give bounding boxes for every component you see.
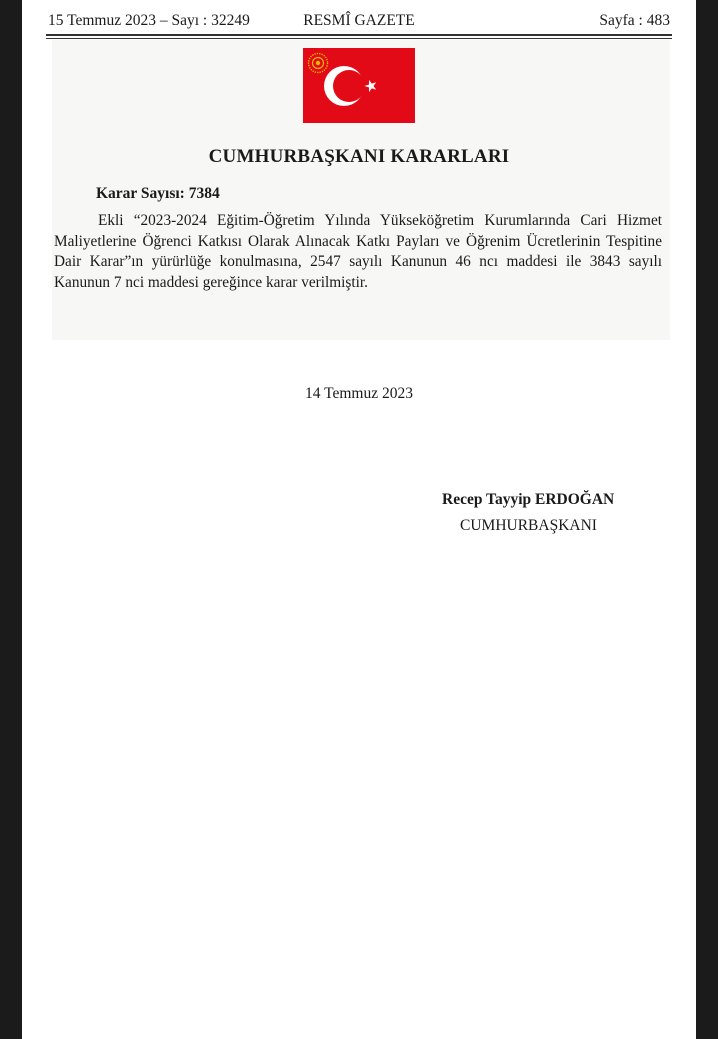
decree-date: 14 Temmuz 2023 [305, 385, 413, 402]
decree-body: Ekli “2023-2024 Eğitim-Öğretim Yılında Yükseköğretim Kurumlarında Cari Hizmet Maliyetlerine Öğrenci Katkısı Olarak Alınacak Katkı Payları ve Öğrenim Ücretlerinin Tespitine Dair Karar”ın yürürlüğe konulmasına, 2547 sayılı Kanunun 46 ncı maddesi ile 3843 sayılı Kanunun 7 nci maddesi gereğince karar verilmiştir. [54, 212, 662, 291]
signatory-title: CUMHURBAŞKANI [460, 517, 597, 534]
header-rule [46, 34, 672, 39]
page-header [48, 8, 670, 30]
crescent-inner [333, 70, 365, 102]
page-number: Sayfa : 483 [599, 12, 670, 29]
signatory-name: Recep Tayyip ERDOĞAN [442, 491, 615, 508]
gazette-name: RESMÎ GAZETE [303, 12, 415, 29]
turkish-flag-icon [303, 48, 415, 123]
decree-number: Karar Sayısı: 7384 [96, 185, 220, 202]
document-title: CUMHURBAŞKANI KARARLARI [208, 146, 510, 167]
gazette-page [22, 0, 696, 1039]
issue-date-number: 15 Temmuz 2023 – Sayı : 32249 [48, 12, 250, 29]
